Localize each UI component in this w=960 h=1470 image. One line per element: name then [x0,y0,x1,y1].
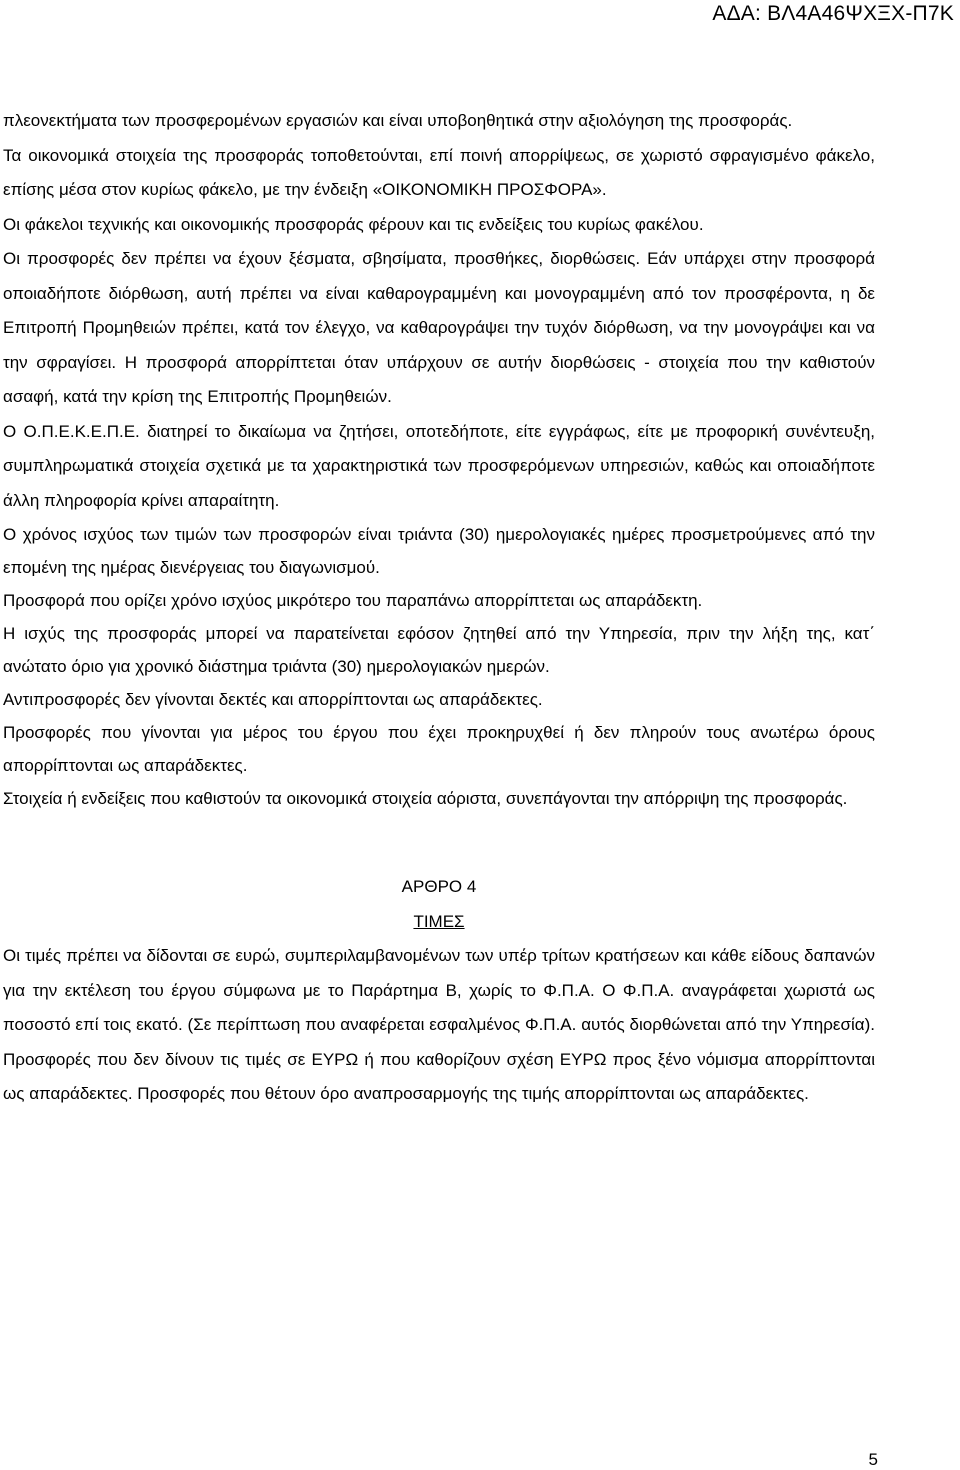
page-number: 5 [868,1450,878,1469]
paragraph-counteroffers: Αντιπροσφορές δεν γίνονται δεκτές και απορρίπτονται ως απαράδεκτες. [3,690,543,709]
paragraph-prices: Οι τιμές πρέπει να δίδονται σε ευρώ, συμπεριλαμβανομένων των υπέρ τρίτων κρατήσεων και κάθε είδους δαπανών για την εκτέλεση του έργου σύμφωνα με το Παράρτημα Β, χωρίς το Φ.Π.Α. Ο Φ.Π.Α. αναγράφεται χωριστά ως ποσοστό επί τοις εκατό. (Σε περίπτωση που αναφέρεται εσφαλμένος Φ.Π.Α. αυτός διορθώνεται από την Υπηρεσία). Προσφορές που δεν δίνουν τις τιμές σε ΕΥΡΩ ή που καθορίζουν σχέση ΕΥΡΩ προς ξένο νόμισμα απορρίπτονται ως απαράδεκτες. Προσφορές που θέτουν όρο αναπροσαρμογής της τιμής απορρίπτονται ως απαράδεκτες. [3,946,875,1103]
paragraph-short-validity: Προσφορά που ορίζει χρόνο ισχύος μικρότερο του παραπάνω απορρίπτεται ως απαράδεκτη. [3,591,703,610]
paragraph-financial-envelope: Τα οικονομικά στοιχεία της προσφοράς τοποθετούνται, επί ποινή απορρίψεως, σε χωριστό σφραγισμένο φάκελο, επίσης μέσα στον κυρίως φάκελο, με την ένδειξη «ΟΙΚΟΝΟΜΙΚΗ ΠΡΟΣΦΟΡΑ». [3,145,875,199]
paragraph-corrections: Οι προσφορές δεν πρέπει να έχουν ξέσματα, σβησίματα, προσθήκες, διορθώσεις. Εάν υπάρχει στην προσφορά οποιαδήποτε διόρθωση, αυτή πρέπει να είναι καθαρογραμμένη και μονογραμμένη από τον προσφέροντα, η δε Επιτροπή Προμηθειών πρέπει, κατά τον έλεγχο, να καθαρογράψει την τυχόν διόρθωση, να την μονογράψει και να την σφραγίσει. Η προσφορά απορρίπτεται όταν υπάρχουν σε αυτήν διορθώσεις - στοιχεία που την καθιστούν ασαφή, κατά την κρίση της Επιτροπής Προμηθειών. [3,249,875,406]
article-title: ΤΙΜΕΣ [413,911,465,931]
paragraph-additional-info: Ο Ο.Π.Ε.Κ.Ε.Π.Ε. διατηρεί το δικαίωμα να ζητήσει, οποτεδήποτε, είτε εγγράφως, είτε με προφορική συνέντευξη, συμπληρωματικά στοιχεία σχετικά με τα χαρακτηριστικά των προσφερόμενων υπηρεσιών, καθώς και οποιαδήποτε άλλη πληροφορία κρίνει απαραίτητη. [3,421,875,510]
paragraph-envelope-labels: Οι φάκελοι τεχνικής και οικονομικής προσφοράς φέρουν και τις ενδείξεις του κυρίως φακέλου. [3,214,704,234]
document-body [3,104,875,1112]
ada-code: ΑΔΑ: ΒΛ4Α46ΨΧΞΧ-Π7Κ [712,2,954,25]
article-number: ΑΡΘΡΟ 4 [401,877,477,896]
paragraph-validity-period: Ο χρόνος ισχύος των τιμών των προσφορών είναι τριάντα (30) ημερολογιακές ημέρες προσμετρούμενες από την επομένη της ημέρας διενέργειας του διαγωνισμού. [3,525,875,577]
paragraph-partial-offers: Προσφορές που γίνονται για μέρος του έργου που έχει προκηρυχθεί ή δεν πληρούν τους ανωτέρω όρους απορρίπτονται ως απαράδεκτες. [3,723,875,775]
paragraph-vague-financials: Στοιχεία ή ενδείξεις που καθιστούν τα οικονομικά στοιχεία αόριστα, συνεπάγονται την απόρριψη της προσφοράς. [3,789,848,808]
paragraph-continuation: πλεονεκτήματα των προσφερομένων εργασιών και είναι υποβοηθητικά στην αξιολόγηση της προσφοράς. [3,111,793,130]
paragraph-validity-extension: Η ισχύς της προσφοράς μπορεί να παρατείνεται εφόσον ζητηθεί από την Υπηρεσία, πριν την λήξη της, κατ΄ ανώτατο όριο για χρονικό διάστημα τριάντα (30) ημερολογιακών ημερών. [3,624,875,676]
